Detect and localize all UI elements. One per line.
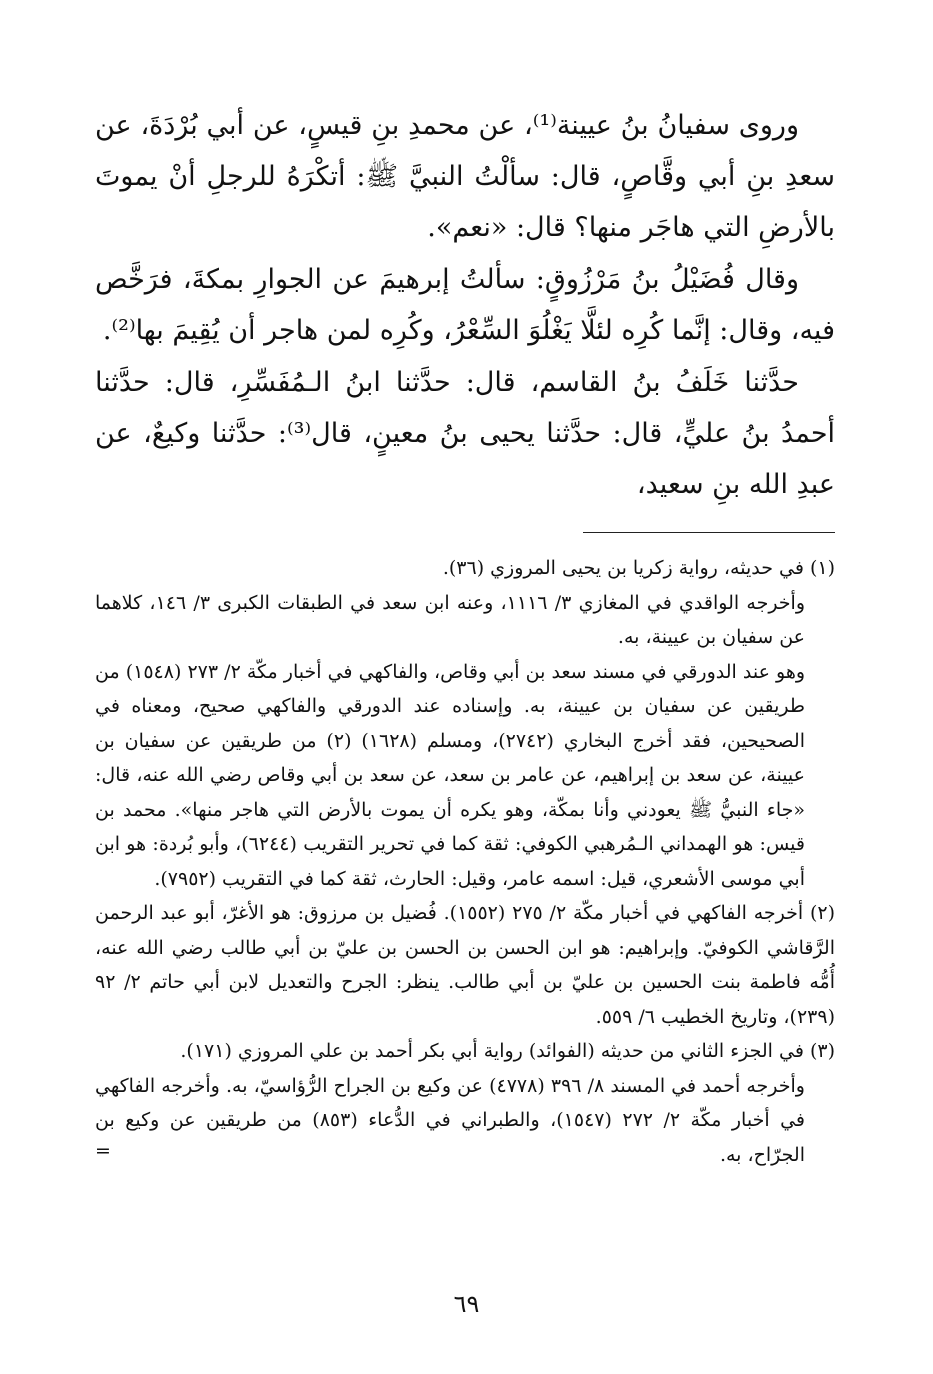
main-paragraph: حدَّثنا خَلَفُ بنُ القاسم، قال: حدَّثنا ابنُ الـمُفَسِّرِ، قال: حدَّثنا أحمدُ بنُ عليٍّ، قال: حدَّثنا يحيى بنُ معينٍ، قال⁽³⁾: حدَّثنا وكيعٌ، عن عبدِ الله بنِ سعيد،: [95, 367, 836, 500]
footnote-continuation: وأخرجه الواقدي في المغازي ٣/ ١١١٦، وعنه ابن سعد في الطبقات الكبرى ٣/ ١٤٦، كلاهما عن سفيان بن عيينة، به.: [95, 591, 805, 648]
footnote-text: وأخرجه أحمد في المسند ٨/ ٣٩٦ (٤٧٧٨) عن وكيع بن الجراح الرُّؤاسيّ، به. وأخرجه الفاكهي في أخبار مكّة ٢/ ٢٧٢ (١٥٤٧)، والطبراني في الدُّعاء (٨٥٣) من طريقين عن وكيع بن الجرّاح، به.: [95, 1074, 805, 1166]
footnote: (١) في حديثه، رواية زكريا بن يحيى المروزي (٣٦).: [442, 557, 835, 579]
main-paragraph: وقال فُضَيْلُ بنُ مَرْزُوقٍ: سألتُ إبرهيمَ عن الجوارِ بمكةَ، فرَخَّص فيه، وقال: إنَّما كُرِه لئلَّا يَغْلُوَ السِّعْرُ، وكُرِه لمن هاجر أن يُقِيمَ بها⁽²⁾.: [95, 264, 835, 346]
book-page: [95, 100, 835, 1172]
main-paragraph: وروى سفيانُ بنُ عيينة⁽¹⁾، عن محمدِ بنِ قيسٍ، عن أبي بُرْدَةَ، عن سعدِ بنِ أبي وقَّاصٍ، قال: سألْتُ النبيَّ ﷺ: أتكْرَهُ للرجلِ أنْ يموتَ بالأرضِ التي هاجَر منها؟ قال: «نعم».: [95, 110, 835, 243]
footnote: (٣) في الجزء الثاني من حديثه (الفوائد) رواية أبي بكر أحمد بن علي المروزي (١٧١).: [180, 1040, 835, 1062]
main-text: [95, 100, 835, 510]
footnote: (٢) أخرجه الفاكهي في أخبار مكّة ٢/ ٢٧٥ (١٥٥٢). فُضيل بن مرزوق: هو الأغرّ، أبو عبد الرحمن الرَّقاشي الكوفيّ. وإبراهيم: هو ابن الحسن بن الحسن بن عليّ بن أبي طالب رضي الله عنه، أُمُّه فاطمة بنت الحسين بن عليّ بن أبي طالب. ينظر: الجرح والتعديل لابن أبي حاتم ٢/ ٩٢ (٢٣٩)، وتاريخ الخطيب ٦/ ٥٥٩.: [95, 902, 836, 1028]
footnote-continuation: [95, 1069, 835, 1173]
continuation-mark: =: [95, 1139, 111, 1162]
page-number: ٦٩: [453, 1290, 480, 1318]
footnote-continuation: وهو عند الدورقي في مسند سعد بن أبي وقاص، والفاكهي في أخبار مكّة ٢/ ٢٧٣ (١٥٤٨) من طريقين عن سفيان بن عيينة، به. وإسناده عند الدورقي والفاكهي صحيح، ومعناه في الصحيحين، فقد أخرج البخاري (٢٧٤٢)، ومسلم (١٦٢٨) (٢) من طريقين عن سفيان بن عيينة، عن سعد بن إبراهيم، عن عامر بن سعد، عن سعد بن أبي وقاص رضي الله عنه، قال: «جاء النبيُّ ﷺ يعودني وأنا بمكّة، وهو يكره أن يموت بالأرض التي هاجر منها». محمد بن قيس: هو الهمداني الـمُرهبي الكوفي: ثقة كما في تحرير التقريب (٦٢٤٤)، وأبو بُردة: هو ابن أبي موسى الأشعري، قيل: اسمه عامر، وقيل: الحارث، ثقة كما في التقريب (٧٩٥٢).: [95, 660, 806, 890]
footnotes: [95, 551, 835, 1172]
footnote-separator: [583, 532, 835, 533]
